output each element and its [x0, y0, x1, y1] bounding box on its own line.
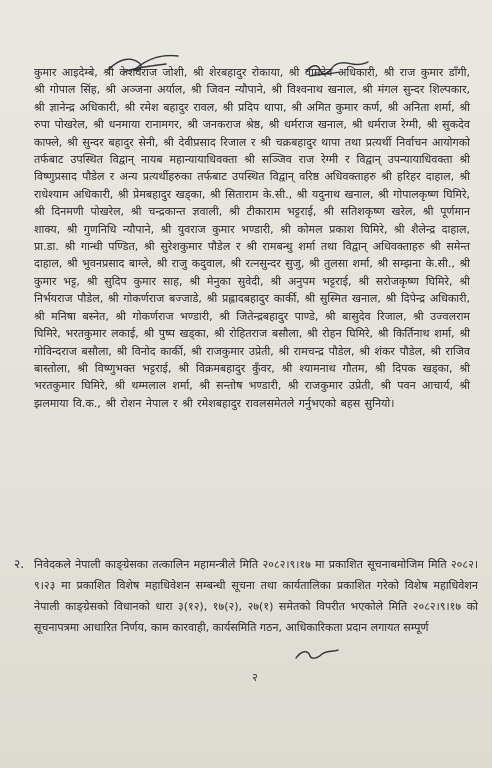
signature-bottom [292, 646, 342, 664]
paragraph-hearing-attendees: कुमार आइदेम्बे, श्री केशवराज जोशी, श्री शेरबहादुर रोकाया, श्री वामदेव अधिकारी, श्री राज कुमार डाँगी, श्री गोपाल सिंह, श्री अञ्जना अर्याल, श्री जिवन न्यौपाने, श्री विश्वनाथ खनाल, श्री मंगल सुन्दर शिल्पकार, श्री ज्ञानेन्द्र अधिकारी, श्री रमेश बहादुर रावल, श्री प्रदिप थापा, श्री अमित कुमार कर्ण, श्री अनिता शर्मा, श्री रुपा पोखरेल, श्री धनमाया रानामगर, श्री जनकराज श्रेष्ठ, श्री धर्मराज खनाल, श्री धर्मराज रेग्मी, श्री सुकदेव काफ्ले, श्री सुन्दर बहादुर सेनी, श्री देवीप्रसाद रिजाल र श्री चक्रबहादुर थापा तथा प्रत्यर्थी निर्वाचन आयोगको तर्फबाट उपस्थित विद्वान् नायब महान्यायाधिवक्ता श्री सञ्जिव राज रेग्मी र विद्वान् उपन्यायाधिवक्ता श्री विष्णुप्रसाद पौडेल र अन्य प्रत्यर्थीहरुका तर्फबाट उपस्थित विद्वान् वरिष्ठ अधिवक्ताहरु श्री हरिहर दाहाल, श्री राधेश्याम अधिकारी, श्री प्रेमबहादुर खड्का, श्री सिताराम के.सी., श्री यदुनाथ खनाल, श्री गोपालकृष्ण घिमिरे, श्री दिनमणी पोखरेल, श्री चन्द्रकान्त ज्ञवाली, श्री टीकाराम भट्टराई, श्री सतिशकृष्ण खरेल, श्री पूर्णमान शाक्य, श्री गुणनिधि न्यौपाने, श्री युवराज कुमार भण्डारी, श्री कोमल प्रकाश घिमिरे, श्री शैलेन्द्र दाहाल, प्रा.डा. श्री गान्धी पण्डित, श्री सुरेशकुमार पौडेल र श्री रामबन्धु शर्मा तथा विद्वान् अधिवक्ताहरु श्री समेन्त दाहाल, श्री भुवनप्रसाद बाग्ले, श्री राजु कदुवाल, श्री रत्नसुन्दर सुजु, श्री तुलसा शर्मा, श्री सम्झना के.सी., श्री कुमार भट्ट, श्री सुदिप कुमार साह, श्री मेनुका सुवेदी, श्री अनुपम भट्टराई, श्री सरोजकृष्ण घिमिरे, श्री निर्भयराज पौडेल, श्री गोकर्णराज बज्जाडे, श्री प्रह्लादबहादुर कार्की, श्री सुस्मित खनाल, श्री दिपेन्द्र अधिकारी, श्री मनिषा बस्नेत, श्री गोकर्णराज भण्डारी, श्री जितेन्द्रबहादुर पाण्डे, श्री बासुदेव रिजाल, श्री उज्वलराम घिमिरे, भरतकुमार लकाई, श्री पुष्प खड्का, श्री रोहितराज बसौला, श्री रोहन घिमिरे, श्री किर्तिनाथ शर्मा, श्री गोविन्दराज बसौला, श्री विनोद कार्की, श्री राजकुमार उप्रेती, श्री रामचन्द्र पौडेल, श्री शंकर पौडेल, श्री राजिव बास्तोला, श्री विष्णुभक्त भट्टराई, श्री विक्रमबहादुर कुँवर, श्री श्यामनाथ गौतम, श्री दिपक खड्का, श्री भरतकुमार घिमिरे, श्री थम्मलाल शर्मा, श्री सन्तोष भण्डारी, श्री राजकुमार उप्रेती, श्री पवन आचार्य, श्री झलमाया वि.क., श्री रोशन नेपाल र श्री रमेशबहादुर रावलसमेतले गर्नुभएको बहस सुनियो। [34, 66, 470, 410]
item-number: २. [14, 557, 25, 571]
page-number: २ [252, 671, 258, 684]
item-text: निवेदकले नेपाली काङ्ग्रेसका तत्कालिन महामन्त्रीले मिति २०८२।९।१७ मा प्रकाशित सूचनाबमोजिम मिति २०८२।९।२३ मा प्रकाशित विशेष महाधिवेशन सम्बन्धी सूचना तथा कार्यतालिका प्रकाशित गरेको विशेष महाधिवेशन नेपाली काङ्ग्रेसको विधानको धारा ३(१२), १७(२), २७(१) समेतको विपरीत भएकोले मिति २०८२।९।१७ को सूचनापत्रमा आधारित निर्णय, काम कारवाही, कार्यसमिति गठन, आधिकारिकता प्रदान लगायत सम्पूर्ण [34, 558, 478, 634]
